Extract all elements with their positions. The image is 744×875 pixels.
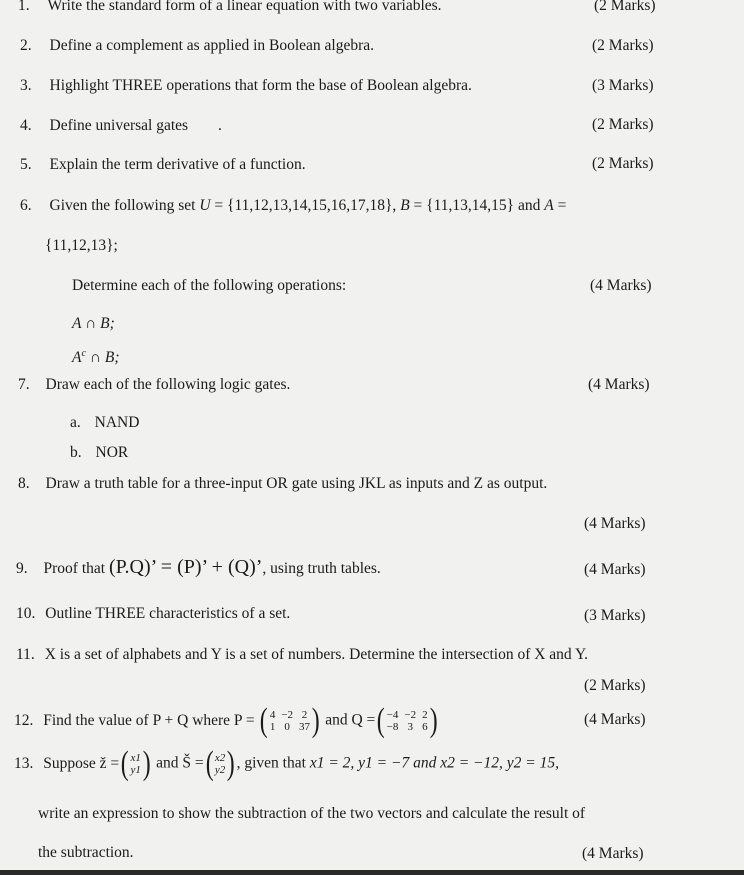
question-number: 6. [20, 197, 32, 214]
matrix-cell: 1 [269, 721, 276, 733]
operation-2 [72, 344, 120, 368]
right-paren: ) [226, 745, 235, 782]
question-text: Highlight THREE operations that form the base of Boolean algebra. [49, 77, 472, 94]
left-paren: ( [205, 745, 214, 782]
op2-rest: ∩ B; [85, 349, 120, 367]
question-13-line-2: write an expression to show the subtraction of the two vectors and calculate the result of [38, 805, 586, 822]
left-paren: ( [260, 702, 269, 739]
question-text: Given the following set [49, 197, 196, 214]
question-text: Define a complement as applied in Boolean algebra. [49, 37, 375, 54]
set-u: U [199, 197, 211, 214]
question-text: X is a set of alphabets and Y is a set of numbers. Determine the intersection of X and Y. [44, 646, 589, 663]
question-number: 2. [20, 37, 32, 54]
set-b: B [400, 197, 410, 214]
right-paren: ) [311, 702, 320, 739]
right-paren: ) [429, 702, 438, 739]
equals-sign: = [553, 197, 567, 214]
question-11 [16, 645, 588, 665]
option-label: b. [70, 444, 82, 461]
question-text-mid: and Š = [156, 754, 204, 772]
question-number: 1. [18, 0, 30, 14]
matrix-cell: 3 [407, 721, 413, 733]
left-paren: ( [120, 745, 129, 782]
vector-z [130, 752, 140, 776]
question-13 [14, 747, 559, 781]
matrix-cell: 4 [269, 709, 276, 721]
question-number: 8. [18, 475, 30, 492]
question-number: 10. [16, 605, 36, 622]
question-8 [18, 474, 547, 494]
matrix-p [270, 709, 310, 733]
question-2 [20, 36, 374, 56]
vector-cell: x2 [214, 752, 226, 764]
question-6-subtext: Determine each of the following operations: [72, 277, 347, 294]
bottom-edge [0, 870, 744, 875]
question-text: Explain the term derivative of a function. [49, 156, 306, 173]
question-2-marks: (2 Marks) [592, 37, 654, 54]
matrix-q [387, 709, 428, 733]
matrix-cell: 2 [422, 709, 428, 721]
matrix-cell: 2 [301, 709, 308, 721]
stray-dot: . [217, 117, 222, 134]
question-text: Draw each of the following logic gates. [45, 376, 291, 393]
question-5 [20, 155, 306, 175]
matrix-cell: 6 [422, 721, 428, 733]
question-number: 9. [16, 560, 28, 577]
question-text: Proof that [43, 560, 106, 577]
question-7-marks: (4 Marks) [588, 376, 650, 393]
set-b-def: = {11,13,14,15} and [409, 197, 545, 214]
question-10 [16, 604, 290, 624]
vector-s [215, 752, 225, 776]
left-paren: ( [377, 702, 385, 739]
question-5-marks: (2 Marks) [592, 155, 654, 172]
question-11-marks: (2 Marks) [584, 677, 646, 694]
question-text: Draw a truth table for a three-input OR gate using JKL as inputs and Z as output. [45, 475, 548, 492]
question-text: Suppose ž = [43, 754, 120, 772]
set-u-def: = {11,12,13,14,15,16,17,18}, [210, 197, 401, 214]
boolean-expression: (P.Q)’ = (P)’ + (Q)’ [108, 556, 263, 578]
matrix-cell: −2 [404, 709, 417, 721]
question-number: 11. [16, 646, 35, 663]
question-3 [20, 76, 472, 96]
question-9 [16, 557, 381, 579]
question-13-marks: (4 Marks) [582, 845, 644, 862]
question-text-mid: and Q = [325, 711, 376, 729]
op2-set: A [72, 349, 82, 367]
question-number: 3. [20, 77, 32, 94]
question-text: Outline THREE characteristics of a set. [45, 605, 291, 622]
question-1 [18, 0, 442, 16]
set-a: A [544, 197, 554, 214]
set-a-def: {11,12,13}; [45, 237, 118, 254]
question-12-marks: (4 Marks) [584, 711, 646, 728]
option-a [70, 413, 139, 433]
complement-sup: c [81, 348, 86, 359]
question-13-line-3: the subtraction. [38, 844, 134, 861]
question-text: Find the value of P + Q where P = [43, 711, 255, 729]
vector-cell: y1 [130, 764, 141, 776]
option-label: a. [70, 414, 81, 431]
question-number: 4. [20, 117, 32, 134]
vector-cell: x1 [130, 752, 141, 764]
option-b [70, 443, 128, 463]
question-8-marks: (4 Marks) [584, 515, 646, 532]
option-text: NOR [95, 444, 129, 461]
question-text: Write the standard form of a linear equation with two variables. [47, 0, 442, 14]
question-number: 13. [14, 754, 34, 772]
question-12 [14, 704, 439, 738]
question-number: 5. [20, 156, 32, 173]
given-values: x1 = 2, y1 = −7 and x2 = −12, y2 = 15, [309, 754, 559, 772]
matrix-cell: −4 [386, 709, 399, 721]
question-6 [20, 196, 566, 216]
question-3-marks: (3 Marks) [592, 77, 654, 94]
right-paren: ) [142, 745, 151, 782]
question-6-marks: (4 Marks) [590, 277, 652, 294]
question-text: Define universal gates [49, 117, 189, 134]
question-7 [18, 375, 290, 395]
question-4-marks: (2 Marks) [592, 116, 654, 133]
question-text-given: , given that [236, 754, 306, 772]
matrix-cell: 0 [284, 721, 290, 733]
operation-1: A ∩ B; [72, 315, 115, 332]
question-4 [20, 116, 222, 136]
question-text-tail: , using truth tables. [262, 560, 381, 577]
question-number: 12. [14, 711, 34, 729]
matrix-cell: −2 [281, 709, 294, 721]
option-text: NAND [94, 414, 140, 431]
matrix-cell: −8 [386, 721, 399, 733]
matrix-cell: 37 [299, 721, 311, 733]
question-1-marks: (2 Marks) [594, 0, 656, 14]
question-9-marks: (4 Marks) [584, 561, 646, 578]
question-10-marks: (3 Marks) [584, 607, 646, 624]
vector-cell: y2 [214, 764, 226, 776]
question-number: 7. [18, 376, 30, 393]
